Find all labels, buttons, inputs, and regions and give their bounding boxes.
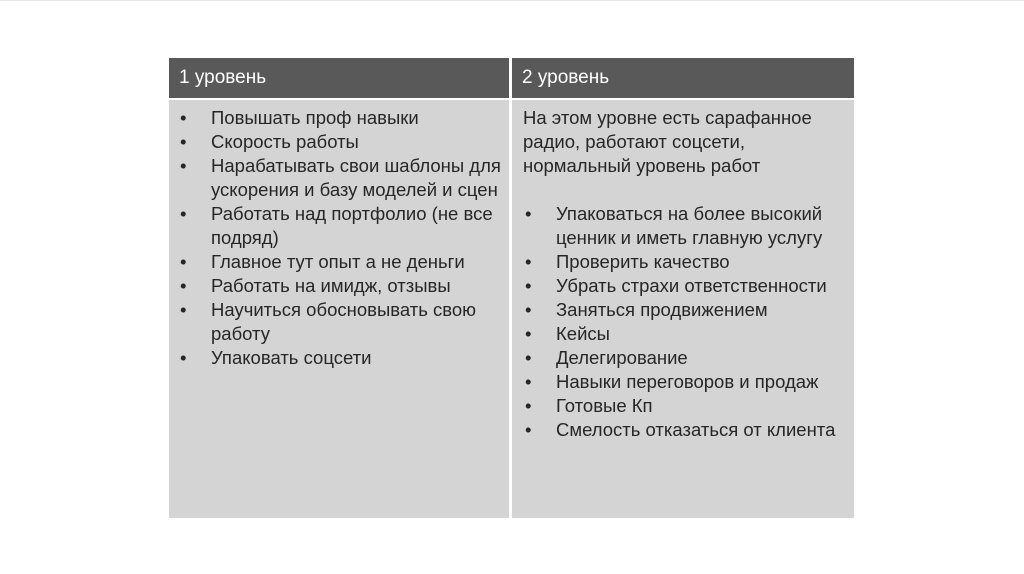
list-item — [178, 130, 501, 154]
level-2-intro: На этом уровне есть сарафанное радио, работают соцсети, нормальный уровень работ — [523, 107, 812, 176]
list-item — [523, 394, 848, 418]
bullet-icon: • — [525, 275, 532, 296]
bullet-icon: • — [525, 347, 532, 368]
list-item-text: Упаковаться на более высокий ценник и иметь главную услугу — [556, 203, 823, 248]
list-item — [178, 274, 501, 298]
list-item — [523, 202, 848, 250]
list-item-text: Упаковать соцсети — [211, 347, 372, 368]
level-2-cell — [512, 100, 854, 518]
list-item — [523, 346, 848, 370]
list-item-text: Повышать проф навыки — [211, 107, 419, 128]
list-item — [523, 274, 848, 298]
list-item — [523, 370, 848, 394]
list-item — [178, 154, 501, 202]
list-item — [178, 106, 501, 130]
bullet-icon: • — [180, 203, 187, 224]
list-item — [178, 346, 501, 370]
list-item-text: Проверить качество — [556, 251, 730, 272]
list-item-text: Убрать страхи ответственности — [556, 275, 827, 296]
list-item — [523, 418, 848, 442]
bullet-icon: • — [180, 107, 187, 128]
bullet-icon: • — [525, 371, 532, 392]
bullet-icon: • — [180, 251, 187, 272]
comparison-table — [169, 58, 854, 518]
bullet-icon: • — [180, 275, 187, 296]
bullet-icon: • — [525, 203, 532, 224]
list-item-text: Делегирование — [556, 347, 688, 368]
list-item-text: Смелость отказаться от клиента — [556, 419, 836, 440]
bullet-icon: • — [525, 299, 532, 320]
list-item-text: Главное тут опыт а не деньги — [211, 251, 465, 272]
list-item — [523, 298, 848, 322]
top-divider — [0, 0, 1024, 1]
bullet-icon: • — [180, 299, 187, 320]
list-item-text: Нарабатывать свои шаблоны для ускорения и базу моделей и сцен — [211, 155, 501, 200]
list-item — [523, 250, 848, 274]
bullet-icon: • — [180, 155, 187, 176]
list-item-text: Навыки переговоров и продаж — [556, 371, 819, 392]
level-2-list — [523, 202, 848, 442]
bullet-icon: • — [525, 251, 532, 272]
list-item-text: Кейсы — [556, 323, 610, 344]
level-1-list — [178, 106, 501, 370]
bullet-icon: • — [180, 347, 187, 368]
list-item-text: Готовые Кп — [556, 395, 653, 416]
list-item-text: Научиться обосновывать свою работу — [211, 299, 477, 344]
list-item-text: Работать на имидж, отзывы — [211, 275, 451, 296]
bullet-icon: • — [525, 323, 532, 344]
list-item-text: Скорость работы — [211, 131, 359, 152]
level-1-cell — [169, 100, 509, 518]
column-header-level-1: 1 уровень — [169, 58, 509, 98]
list-item-text: Заняться продвижением — [556, 299, 768, 320]
bullet-icon: • — [525, 395, 532, 416]
bullet-icon: • — [525, 419, 532, 440]
column-header-level-2: 2 уровень — [512, 58, 854, 98]
list-item — [178, 202, 501, 250]
list-item — [178, 250, 501, 274]
list-item — [178, 298, 501, 346]
list-item-text: Работать над портфолио (не все подряд) — [211, 203, 493, 248]
list-item — [523, 322, 848, 346]
bullet-icon: • — [180, 131, 187, 152]
